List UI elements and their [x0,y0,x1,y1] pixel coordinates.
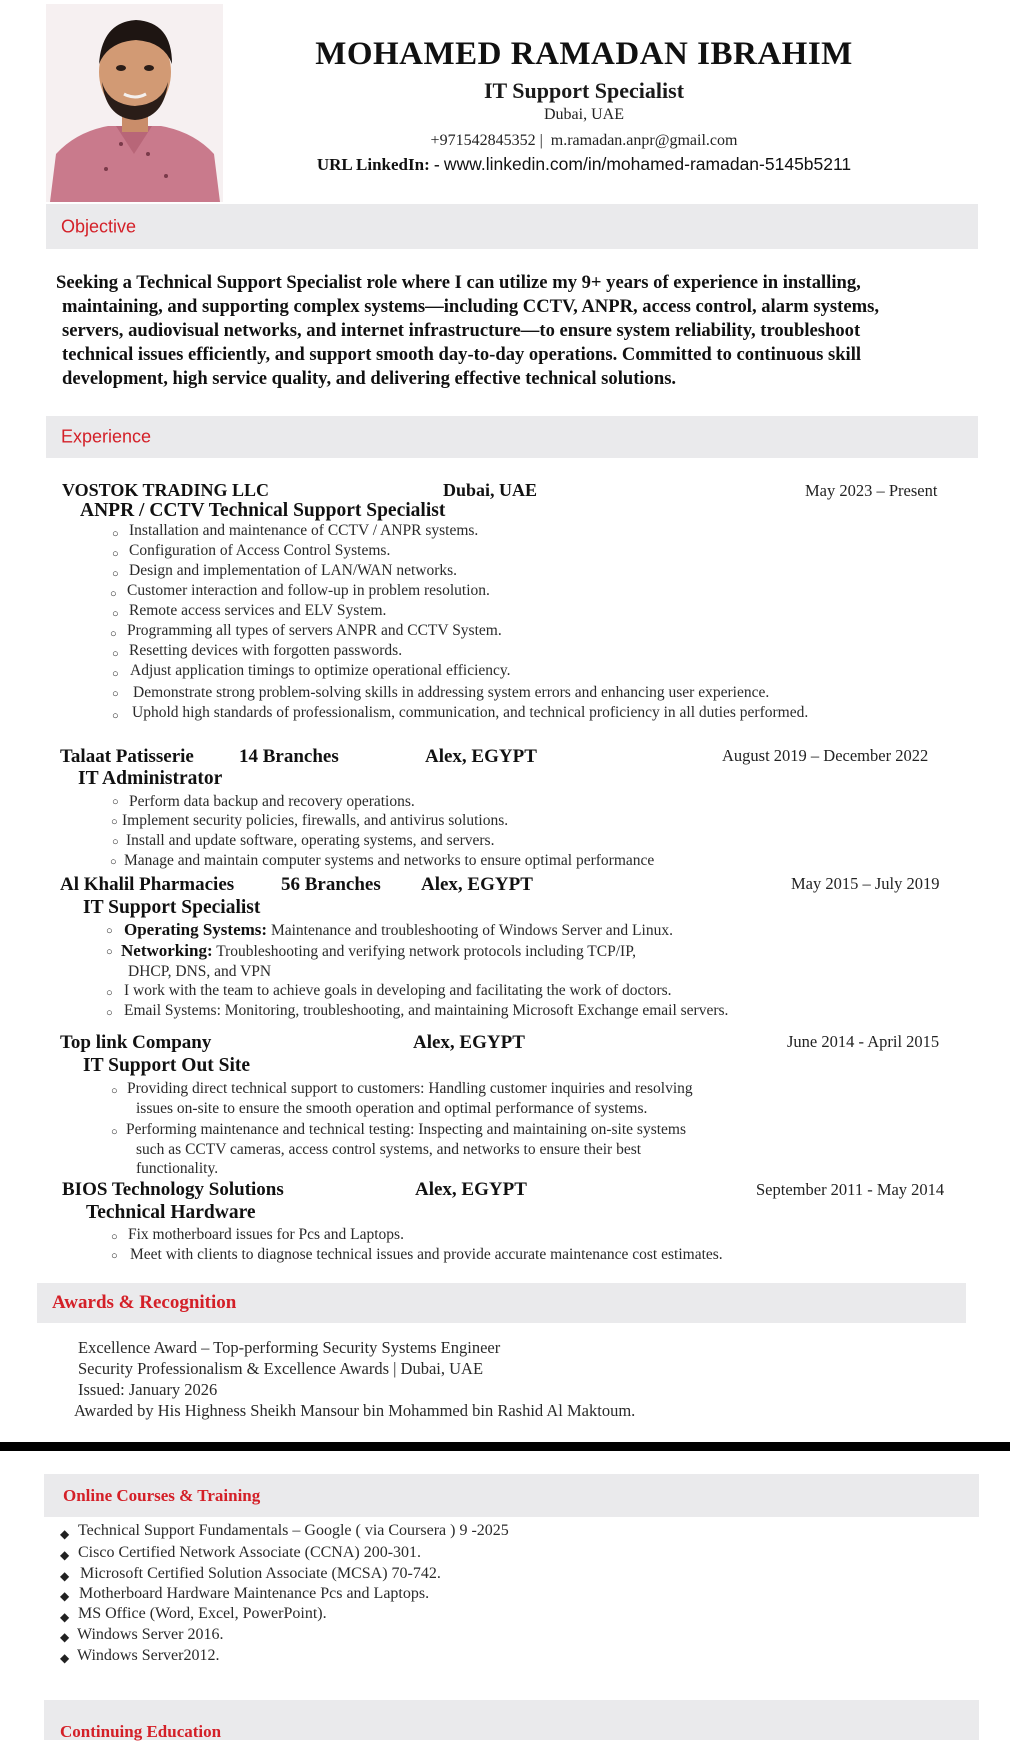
job-role: ANPR / CCTV Technical Support Specialist [80,500,446,521]
award-by: Awarded by His Highness Sheikh Mansour bin Mohammed bin Rashid Al Maktoum. [74,1401,636,1420]
circle-bullet-icon: ○ [112,548,119,560]
job-title: IT Support Specialist [483,78,685,103]
circle-bullet-icon: ○ [112,568,119,580]
circle-bullet-icon: ○ [112,688,119,700]
diamond-bullet-icon: ◆ [60,1651,70,1665]
job-location: Alex, EGYPT [425,746,537,767]
duty-item: Configuration of Access Control Systems. [129,542,391,559]
duty-item: Installation and maintenance of CCTV / ANPR systems. [129,522,479,539]
job-role: Technical Hardware [86,1202,256,1223]
job-role: IT Support Specialist [83,897,261,918]
circle-bullet-icon: ○ [112,668,119,680]
duty-item: Implement security policies, firewalls, and antivirus solutions. [122,812,509,829]
job-dates: May 2015 – July 2019 [791,874,940,893]
company-branches: 14 Branches [239,746,339,767]
duty-text: Troubleshooting and verifying network protocols including TCP/IP, [212,943,636,960]
contact-line: +971542845352 | m.ramadan.anpr@gmail.com [430,132,738,149]
section-header-courses [44,1474,979,1517]
circle-bullet-icon: ○ [112,836,119,848]
circle-bullet-icon: ○ [112,710,119,722]
section-title: Awards & Recognition [52,1292,237,1313]
company-name: Talaat Patisserie [60,746,194,767]
duty-item [121,941,636,961]
person-portrait-icon [46,4,223,202]
section-title: Objective [61,216,137,236]
course-item: Technical Support Fundamentals – Google ( via Coursera ) 9 -2025 [78,1522,509,1539]
profile-photo [46,4,223,202]
circle-bullet-icon: ○ [106,925,113,937]
diamond-bullet-icon: ◆ [60,1569,70,1583]
duty-item: Performing maintenance and technical testing: Inspecting and maintaining on-site systems [126,1121,687,1138]
diamond-bullet-icon: ◆ [60,1610,70,1624]
section-header-objective [46,204,978,249]
circle-bullet-icon: ○ [111,1250,118,1262]
objective-line: maintaining, and supporting complex systems—including CCTV, ANPR, access control, alarm systems, [62,296,879,317]
course-item: Motherboard Hardware Maintenance Pcs and Laptops. [79,1585,430,1602]
award-title: Excellence Award – Top-performing Security Systems Engineer [78,1338,501,1357]
duty-item: Programming all types of servers ANPR and CCTV System. [127,622,502,639]
course-item: Windows Server 2016. [77,1626,224,1643]
circle-bullet-icon: ○ [112,608,119,620]
duty-text: Maintenance and troubleshooting of Windows Server and Linux. [267,922,673,939]
company-name: Al Khalil Pharmacies [60,874,235,895]
job-location: Dubai, UAE [443,480,538,500]
circle-bullet-icon: ○ [111,1126,118,1138]
company-name: BIOS Technology Solutions [62,1179,284,1200]
section-header-experience [46,416,978,458]
diamond-bullet-icon: ◆ [60,1527,70,1541]
job-dates: September 2011 - May 2014 [756,1180,945,1199]
circle-bullet-icon: ○ [110,588,117,600]
job-location: Alex, EGYPT [421,874,533,895]
duty-continuation: such as CCTV cameras, access control systems, and networks to ensure their best [136,1141,642,1158]
circle-bullet-icon: ○ [110,856,117,868]
section-title: Online Courses & Training [63,1485,261,1505]
duty-item: Uphold high standards of professionalism, communication, and technical proficiency in all duties performed. [132,704,809,721]
duty-item: Remote access services and ELV System. [129,602,387,619]
course-item: Windows Server2012. [77,1647,220,1664]
duty-continuation: functionality. [136,1160,219,1177]
duty-item: Email Systems: Monitoring, troubleshooting, and maintaining Microsoft Exchange email servers. [124,1002,729,1019]
duty-continuation: issues on-site to ensure the smooth operation and optimal performance of systems. [136,1100,648,1117]
duty-label: Networking: [121,941,213,960]
duty-item: Providing direct technical support to customers: Handling customer inquiries and resolving [127,1080,693,1097]
circle-bullet-icon: ○ [110,628,117,640]
email[interactable]: m.ramadan.anpr@gmail.com [550,132,738,149]
circle-bullet-icon: ○ [106,987,113,999]
divider [0,1442,1010,1451]
duty-item: Adjust application timings to optimize operational efficiency. [130,662,511,679]
diamond-bullet-icon: ◆ [60,1589,70,1603]
objective-text [56,271,982,391]
company-name: Top link Company [60,1032,212,1053]
duty-item: Manage and maintain computer systems and networks to ensure optimal performance [124,852,655,869]
location: Dubai, UAE [544,106,624,123]
circle-bullet-icon: ○ [112,648,119,660]
job-dates: June 2014 - April 2015 [787,1032,940,1051]
job-location: Alex, EGYPT [413,1032,525,1053]
section-title: Experience [61,426,152,447]
job-location: Alex, EGYPT [415,1179,527,1200]
circle-bullet-icon: ○ [111,1231,118,1243]
linkedin-line [230,154,938,175]
duty-continuation: DHCP, DNS, and VPN [128,963,272,980]
linkedin-url[interactable]: www.linkedin.com/in/mohamed-ramadan-5145b5211 [443,154,852,174]
job-role: IT Administrator [78,768,223,789]
duty-label: Operating Systems: [124,920,268,939]
company-name: VOSTOK TRADING LLC [62,480,270,500]
circle-bullet-icon: ○ [112,796,119,808]
linkedin-label: URL LinkedIn: - [316,155,440,174]
company-branches: 56 Branches [281,874,381,895]
course-item: Cisco Certified Network Associate (CCNA) 200-301. [78,1544,422,1561]
duty-item [124,920,673,940]
objective-line: development, high service quality, and delivering effective technical solutions. [62,368,677,389]
job-dates: May 2023 – Present [805,481,938,500]
section-header-continuing-education [44,1700,979,1740]
course-item: MS Office (Word, Excel, PowerPoint). [78,1605,327,1622]
duty-item: Customer interaction and follow-up in problem resolution. [127,582,490,599]
award-issued: Issued: January 2026 [78,1380,218,1399]
duty-item: Install and update software, operating systems, and servers. [126,832,495,849]
job-dates: August 2019 – December 2022 [722,746,929,765]
objective-line: Seeking a Technical Support Specialist role where I can utilize my 9+ years of experience in installing, [56,272,861,293]
objective-line: servers, audiovisual networks, and internet infrastructure—to ensure system reliability, troubleshoot [62,320,861,341]
duty-item: Demonstrate strong problem-solving skills in addressing system errors and enhancing user experience. [133,684,770,701]
duty-item: Perform data backup and recovery operations. [129,793,415,810]
circle-bullet-icon: ○ [106,1007,113,1019]
section-title: Continuing Education [60,1722,222,1741]
objective-line: technical issues efficiently, and support smooth day-to-day operations. Committed to continuous skill [62,344,862,365]
course-item: Microsoft Certified Solution Associate (MCSA) 70-742. [80,1565,441,1582]
circle-bullet-icon: ○ [111,816,118,828]
duty-item: Meet with clients to diagnose technical issues and provide accurate maintenance cost estimates. [130,1246,723,1263]
circle-bullet-icon: ○ [106,946,113,958]
duty-item: I work with the team to achieve goals in developing and facilitating the work of doctors. [124,982,672,999]
duty-item: Design and implementation of LAN/WAN networks. [129,562,458,579]
duty-item: Resetting devices with forgotten passwords. [129,642,403,659]
duty-item: Fix motherboard issues for Pcs and Laptops. [128,1226,404,1243]
job-role: IT Support Out Site [83,1055,251,1076]
circle-bullet-icon: ○ [112,528,119,540]
phone: +971542845352 [430,132,536,149]
circle-bullet-icon: ○ [111,1085,118,1097]
diamond-bullet-icon: ◆ [60,1630,70,1644]
section-header-awards [37,1283,966,1323]
candidate-name: MOHAMED RAMADAN IBRAHIM [315,36,853,72]
diamond-bullet-icon: ◆ [60,1548,70,1562]
award-event: Security Professionalism & Excellence Awards | Dubai, UAE [78,1359,484,1378]
